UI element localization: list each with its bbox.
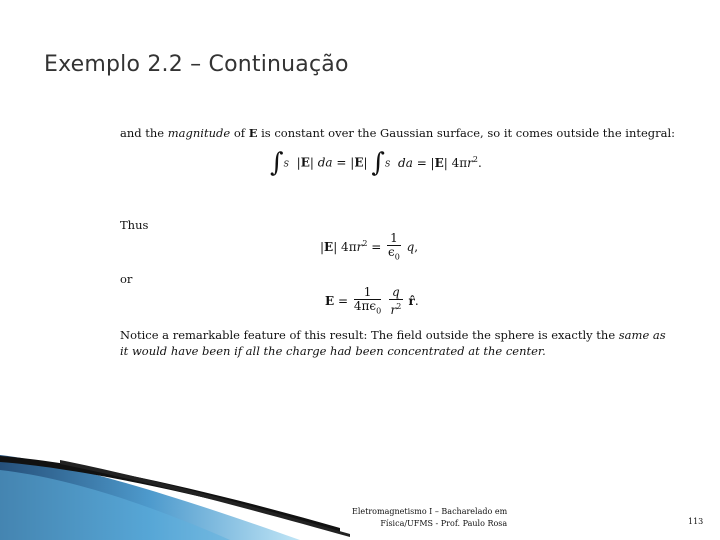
equation-1: ∫S |E| da = |E| ∫S da = |E| $4\pi r^2$. <box>270 148 482 178</box>
equation-3: E = $\frac{1}{4\pi\epsilon_0}$ $\frac{q}{r^2}$ r̂. <box>325 285 419 318</box>
intro-text: and the magnitude of E is constant over the Gaussian surface, so it comes outside the integral: <box>120 126 676 140</box>
footer-line-2: Física/UFMS - Prof. Paulo Rosa <box>380 519 508 528</box>
or-text: or <box>120 272 133 286</box>
page-number: 113 <box>688 517 704 526</box>
thus-text: Thus <box>120 218 149 232</box>
notice-line-1: Notice a remarkable feature of this result: The field outside the sphere is exactly the same as <box>120 328 666 342</box>
slide-title: Exemplo 2.2 – Continuação <box>44 52 349 77</box>
footer-text <box>352 506 507 530</box>
equation-2: |E| $4\pi r^2$ = $\frac{1}{\epsilon_0}$ q, <box>320 231 419 262</box>
footer-line-1: Eletromagnetismo I – Bacharelado em <box>352 507 508 516</box>
notice-line-2: it would have been if all the charge had been concentrated at the center. <box>120 344 546 358</box>
